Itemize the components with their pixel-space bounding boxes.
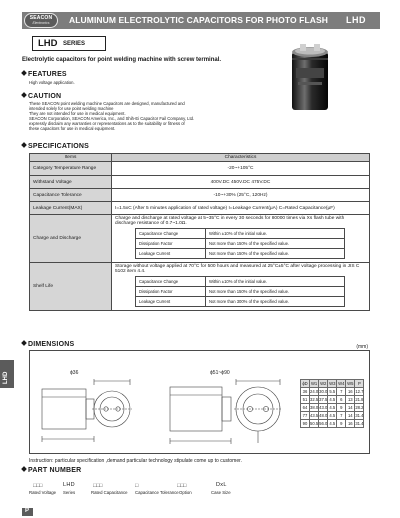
dims-cell: 31.4	[355, 413, 364, 418]
footer-page-letter: P	[25, 508, 30, 514]
page-subtitle: Electrolytic capacitors for point welding machine with screw terminal.	[22, 57, 222, 63]
charge-discharge-subtable	[135, 228, 345, 259]
dimensions-values-table	[300, 379, 364, 428]
category-temperature-value: -20~+105°C	[112, 162, 370, 176]
caution-line-5: expressly disclaim any warranties or representations as to the suitability or fitness of	[29, 121, 185, 126]
charge-row-value: Within ±10% of the initial value.	[206, 229, 345, 239]
shelf-row-value: Not more than 150% of the specified value.	[206, 287, 345, 297]
dims-cell: 28.2	[355, 405, 364, 410]
dims-cell: 5.5	[329, 389, 336, 394]
drawing-label-right: ϕ51~ϕ90	[210, 370, 230, 376]
withstand-voltage-value: 400V.DC 450V.DC 475V.DC	[112, 176, 370, 189]
charge-discharge-label: Charge and Discharge	[30, 215, 112, 263]
dims-header-cell: P	[355, 380, 364, 388]
dimensions-unit: (mm)	[356, 344, 368, 350]
dims-cell: 51	[301, 396, 310, 404]
dims-cell: 90	[301, 420, 310, 428]
header-title: ALUMINUM ELECTROLYTIC CAPACITORS FOR PHOTO FLASH	[69, 15, 329, 25]
dimensions-table-wrap	[300, 379, 364, 428]
dims-cell: 38.0	[310, 405, 319, 410]
leakage-current-value: I=1.5xC (After 5 minutes application of rated voltage) I=Leakage Current(μA) C=Rated Capacitance(μF)	[112, 202, 370, 215]
specifications-heading: SPECIFICATIONS	[22, 143, 89, 150]
withstand-voltage-label: Withstand Voltage	[30, 176, 112, 189]
specifications-table	[29, 153, 370, 311]
col-items: Items	[30, 154, 112, 162]
col-characteristics: Characteristics	[112, 154, 370, 162]
charge-row-label: Capacitance Change	[136, 229, 206, 239]
part-number-breakdown	[29, 477, 273, 505]
instruction-note: Instruction: particular specification ,demand particular technology stipulate come up to customer.	[29, 458, 242, 464]
shelf-row-value: Not more than 300% of the specified value.	[206, 297, 345, 307]
tolerance-box: □	[135, 483, 139, 489]
features-heading: FEATURES	[22, 71, 67, 78]
dims-header-cell: W1	[310, 381, 318, 386]
caution-line-2: intended solely for use point welding machine	[29, 106, 114, 111]
shelf-row-label: Capacitance Change	[136, 277, 206, 287]
dims-header-cell: W4	[338, 381, 345, 386]
header-code: LHD	[346, 15, 366, 25]
part-number-heading: PART NUMBER	[22, 467, 81, 474]
caution-line-6: these capacitors for use in medical equipment.	[29, 126, 116, 131]
shelf-life-cell	[112, 263, 370, 311]
charge-row-value: Not more than 150% of the specified value.	[206, 239, 345, 249]
label-rated-voltage: Rated Voltage	[29, 490, 56, 495]
series-word: SERIES	[63, 41, 86, 47]
shelf-life-intro: Storage without voltage applied at 70°C for 500 hours and measured at 25°C±5°C after voltage processing in JIS C 5102 item 4.4.	[115, 264, 360, 274]
charge-row-label: Dissipation Factor	[136, 239, 206, 249]
charge-discharge-cell	[112, 215, 370, 263]
dims-cell: 43.0	[319, 405, 328, 410]
label-capacitance-tolerance: Capacitance Tolerance	[135, 490, 179, 495]
caution-line-4: SEACON Corporation, SEACON America, Inc., and Shih-Ei Capacitor Fail Company, Ltd.	[29, 116, 195, 121]
caution-line-1: These SEACON point welding machine Capacitors are designed, manufactured and	[29, 101, 185, 106]
dims-header-cell: W3	[329, 381, 336, 386]
charge-row-value: Not more than 150% of the specified value.	[206, 249, 345, 259]
category-temperature-label: Category Temperature Range	[30, 162, 112, 176]
shelf-row-label: Leakage Current	[136, 297, 206, 307]
dims-header-cell: W2	[320, 381, 327, 386]
dims-cell: 77	[301, 412, 310, 420]
dims-cell: 7	[337, 412, 346, 420]
charge-discharge-intro: Charge and discharge at rated voltage at 5~35°C in every 30 seconds for 80000 times via Xs flash tube with discharge resistance of 0.7~1.0Ω.	[115, 216, 345, 226]
dims-cell: 56.0	[319, 421, 328, 426]
dims-cell: 4.5	[329, 405, 336, 410]
dims-cell: 64	[301, 404, 310, 412]
dims-header-cell: W5	[347, 381, 354, 386]
label-option: Option	[179, 490, 192, 495]
label-case-size: Case Size	[211, 490, 231, 495]
label-series: Series	[63, 490, 76, 495]
series-badge	[32, 36, 106, 51]
dims-cell: 43.5	[310, 413, 319, 418]
dimensions-heading: DIMENSIONS	[22, 341, 74, 348]
shelf-row-label: Dissipation Factor	[136, 287, 206, 297]
series-code-text: LHD	[63, 482, 75, 488]
option-boxes: □□□	[177, 483, 187, 489]
capacitance-boxes: □□□	[93, 483, 103, 489]
brand-logo	[24, 13, 58, 28]
charge-row-label: Leakage Current	[136, 249, 206, 259]
dims-cell: 31.4	[355, 421, 364, 426]
leakage-current-label: Leakage Current(MAX)	[30, 202, 112, 215]
diamond-bullet-icon	[21, 70, 27, 76]
dims-cell: 32.5	[310, 397, 319, 402]
capacitor-photo	[282, 42, 338, 114]
dims-cell: 21.8	[355, 397, 364, 402]
shelf-life-label: Shelf Life	[30, 263, 112, 311]
dims-cell: 4.5	[329, 413, 336, 418]
dims-cell: 12.7	[355, 389, 364, 394]
dims-cell: 16	[346, 420, 355, 428]
caution-line-3: They are not intended for use in medical equipment.	[29, 111, 126, 116]
dims-cell: 4.5	[329, 397, 336, 402]
case-code-text: DxL	[216, 482, 227, 488]
dims-header-cell: ϕD	[302, 381, 308, 386]
dims-cell: 30.0	[319, 389, 328, 394]
diamond-bullet-icon	[21, 92, 27, 98]
drawing-label-left: ϕ36	[70, 370, 79, 376]
diamond-bullet-icon	[21, 142, 27, 148]
dims-cell: 6	[337, 396, 346, 404]
caution-heading: CAUTION	[22, 93, 61, 100]
side-tab-text: LHD	[3, 371, 9, 384]
dims-cell: 16	[346, 388, 355, 396]
capacitance-tolerance-label: Capacitance Tolerance	[30, 189, 112, 202]
dims-cell: 24.0	[310, 389, 319, 394]
dims-cell: 9	[337, 420, 346, 428]
features-line-1: High voltage application.	[29, 80, 75, 85]
dims-cell: 14	[346, 412, 355, 420]
diamond-bullet-icon	[21, 340, 27, 346]
rated-voltage-boxes: □□□	[33, 483, 43, 489]
label-rated-capacitance: Rated Capacitance	[91, 490, 128, 495]
shelf-row-value: Within ±10% of the initial value.	[206, 277, 345, 287]
dims-cell: 4.5	[329, 421, 336, 426]
dims-cell: 36	[301, 388, 310, 396]
capacitance-tolerance-value: -10~+30% (25°C, 120Hz)	[112, 189, 370, 202]
logo-text: SEACON	[29, 15, 53, 21]
shelf-life-subtable	[135, 276, 345, 307]
header-bar	[22, 12, 380, 29]
diamond-bullet-icon	[21, 466, 27, 472]
dims-cell: 7	[337, 388, 346, 396]
dims-cell: 37.5	[319, 397, 328, 402]
dims-cell: 14	[346, 404, 355, 412]
logo-sub: Electronics	[32, 21, 50, 25]
series-code: LHD	[38, 38, 58, 49]
dims-cell: 9	[337, 404, 346, 412]
dims-cell: 13	[346, 396, 355, 404]
dims-cell: 48.0	[319, 413, 328, 418]
dims-cell: 50.5	[310, 421, 319, 426]
